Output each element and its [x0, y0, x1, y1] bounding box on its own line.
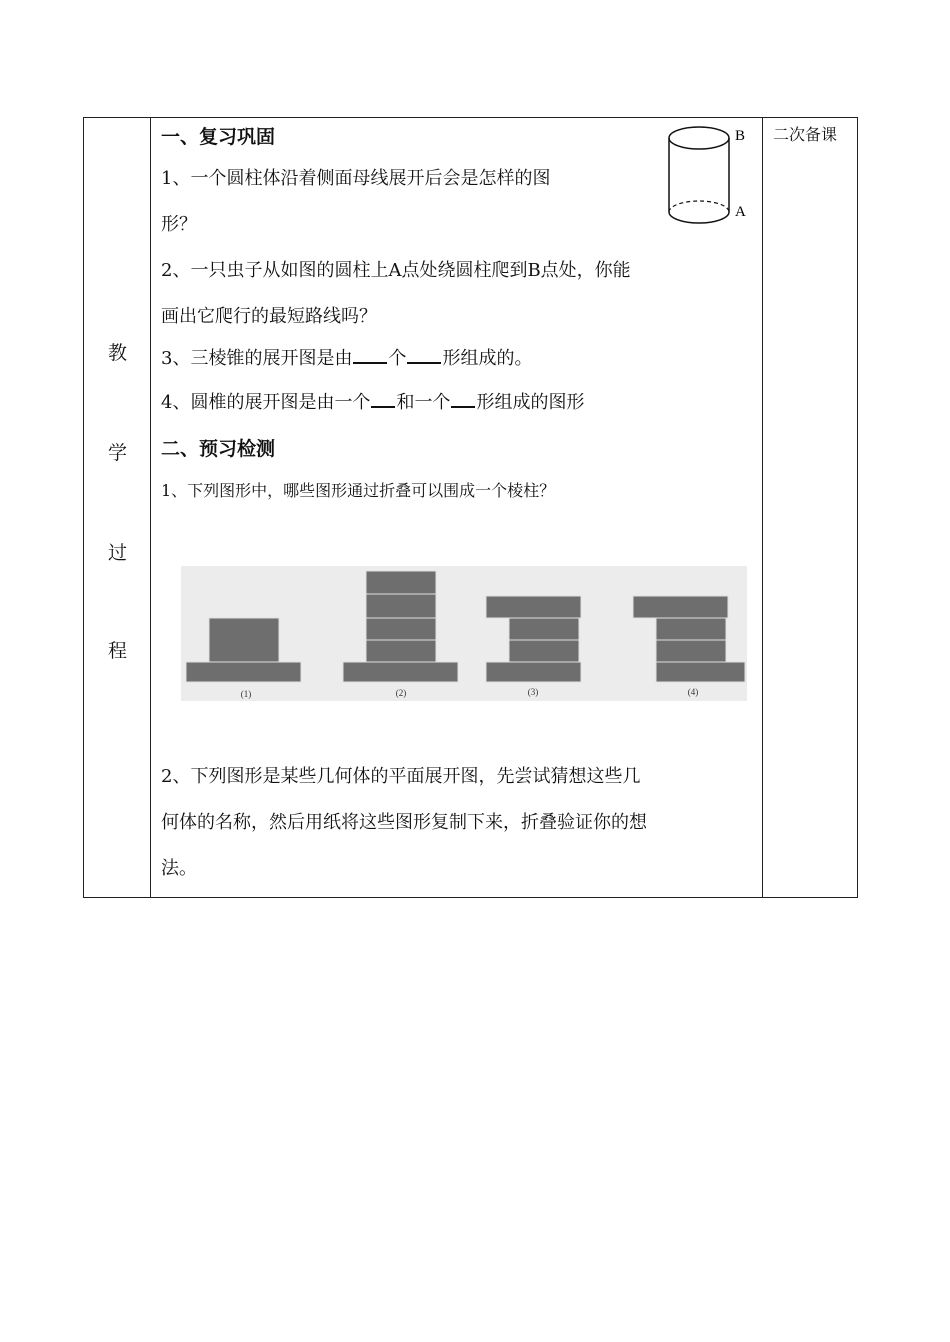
figure-label: (4)	[687, 687, 699, 697]
review-q2-line2: 画出它爬行的最短路线吗？	[161, 306, 377, 327]
review-heading: 一、复习巩固	[161, 126, 276, 148]
net-4-face	[656, 618, 726, 640]
side-label-char: 程	[107, 640, 127, 662]
answer-blank	[353, 361, 387, 364]
notes-column	[762, 118, 857, 897]
answer-blank	[371, 405, 395, 408]
review-q3-part1: 3、三棱锥的展开图是由	[161, 348, 353, 369]
review-q4-part1: 4、圆椎的展开图是由一个	[161, 392, 371, 413]
figure-label: (1)	[240, 689, 252, 699]
cylinder-figure	[666, 120, 756, 228]
net-3-face	[509, 618, 579, 640]
review-q3	[161, 344, 532, 370]
net-1-face	[186, 662, 301, 682]
review-q4	[161, 388, 584, 414]
preview-q2-line2: 何体的名称，然后用纸将这些图形复制下来，折叠验证你的想	[161, 812, 647, 833]
point-a-label: A	[735, 204, 746, 220]
prism-nets-figure	[181, 566, 747, 701]
answer-blank	[407, 361, 441, 364]
figure-label: (2)	[395, 688, 407, 698]
net-4-face	[656, 640, 726, 662]
net-2-face	[366, 640, 436, 662]
preview-heading: 二、预习检测	[161, 438, 276, 460]
net-4-face	[656, 662, 745, 682]
preview-q2-line1: 2、下列图形是某些几何体的平面展开图，先尝试猜想这些几	[161, 766, 641, 787]
net-3-face	[486, 596, 581, 618]
net-2-face	[343, 662, 458, 682]
review-q2-line1: 2、一只虫子从如图的圆柱上A点处绕圆柱爬到B点处，你能	[161, 260, 631, 281]
net-4-face	[633, 596, 728, 618]
review-q1-line2: 形？	[161, 214, 197, 235]
review-q1-line1: 1、一个圆柱体沿着侧面母线展开后会是怎样的图	[161, 168, 551, 189]
review-q3-part2: 个	[388, 348, 407, 369]
side-label-char: 教	[107, 342, 127, 364]
side-label-char: 过	[107, 542, 127, 564]
review-q4-part3: 形组成的图形	[476, 392, 585, 413]
preview-q1: 1、下列图形中，哪些图形通过折叠可以围成一个棱柱？	[161, 481, 556, 500]
review-q3-part3: 形组成的。	[442, 348, 533, 369]
lesson-table	[83, 117, 858, 898]
preview-q2-line3: 法。	[161, 858, 197, 879]
prism-nets	[181, 566, 747, 701]
answer-blank	[451, 405, 475, 408]
net-3-face	[509, 640, 579, 662]
point-b-label: B	[735, 128, 746, 144]
side-label-char: 学	[107, 442, 127, 464]
net-1-face	[209, 618, 279, 662]
secondary-prep-label: 二次备课	[773, 125, 838, 144]
net-2-face	[366, 594, 436, 618]
lesson-content	[151, 118, 762, 897]
review-q4-part2: 和一个	[396, 392, 451, 413]
net-2-face	[366, 618, 436, 640]
net-3-face	[486, 662, 581, 682]
figure-label: (3)	[527, 687, 539, 697]
side-label-column	[84, 118, 151, 897]
net-2-face	[366, 571, 436, 594]
